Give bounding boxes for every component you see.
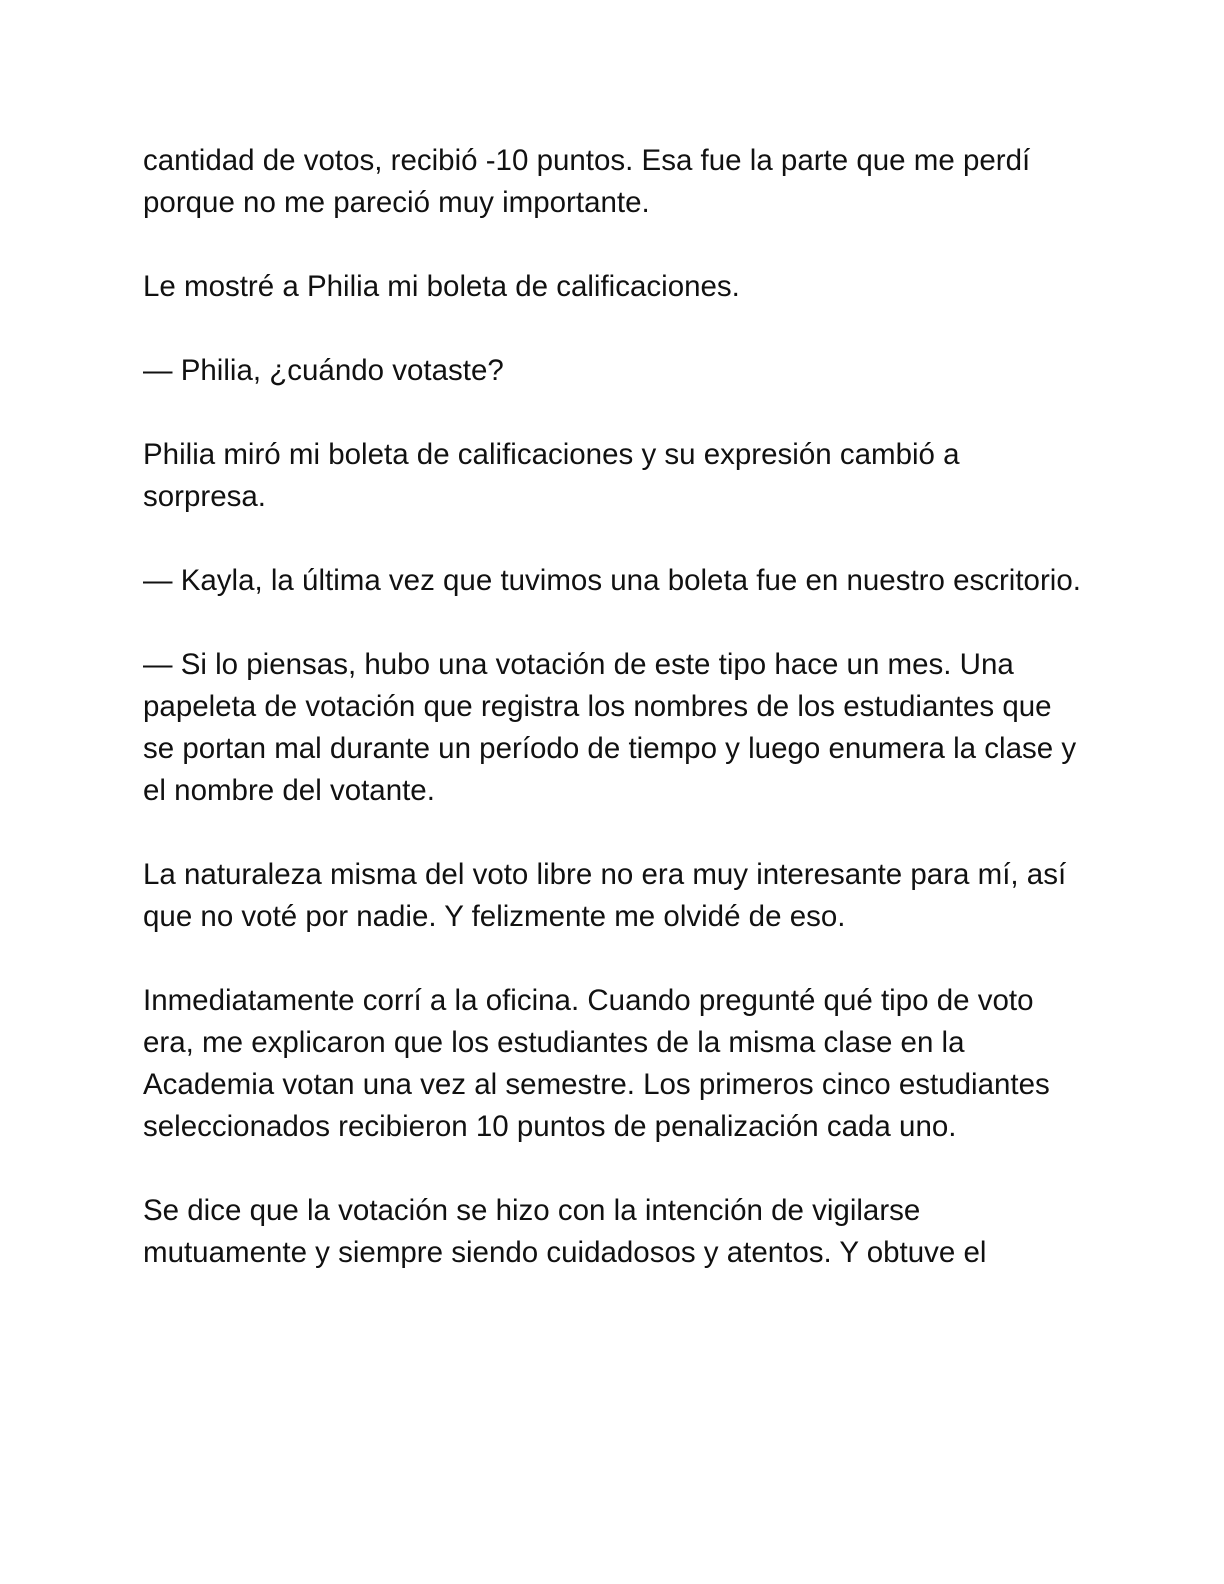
paragraph-5: — Kayla, la última vez que tuvimos una boleta fue en nuestro escritorio. — [143, 564, 1081, 597]
paragraph-4: Philia miró mi boleta de calificaciones y su expresión cambió a sorpresa. — [143, 438, 960, 513]
paragraph-6: — Si lo piensas, hubo una votación de este tipo hace un mes. Una papeleta de votación que registra los nombres de los estudiantes que se portan mal durante un período de tiempo y luego enumera la clase y el nombre del votante. — [143, 648, 1077, 807]
paragraph-8: Inmediatamente corrí a la oficina. Cuando pregunté qué tipo de voto era, me explicaron que los estudiantes de la misma clase en la Academia votan una vez al semestre. Los primeros cinco estudiantes seleccionados recibieron 10 puntos de penalización cada uno. — [143, 984, 1050, 1143]
paragraph-3: — Philia, ¿cuándo votaste? — [143, 354, 504, 387]
document-page — [143, 140, 1083, 1316]
paragraph-1: cantidad de votos, recibió -10 puntos. Esa fue la parte que me perdí porque no me pareció muy importante. — [143, 144, 1031, 219]
paragraph-7: La naturaleza misma del voto libre no era muy interesante para mí, así que no voté por nadie. Y felizmente me olvidé de eso. — [143, 858, 1067, 933]
paragraph-2: Le mostré a Philia mi boleta de calificaciones. — [143, 270, 740, 303]
paragraph-9: Se dice que la votación se hizo con la intención de vigilarse mutuamente y siempre siendo cuidadosos y atentos. Y obtuve el — [143, 1194, 987, 1269]
